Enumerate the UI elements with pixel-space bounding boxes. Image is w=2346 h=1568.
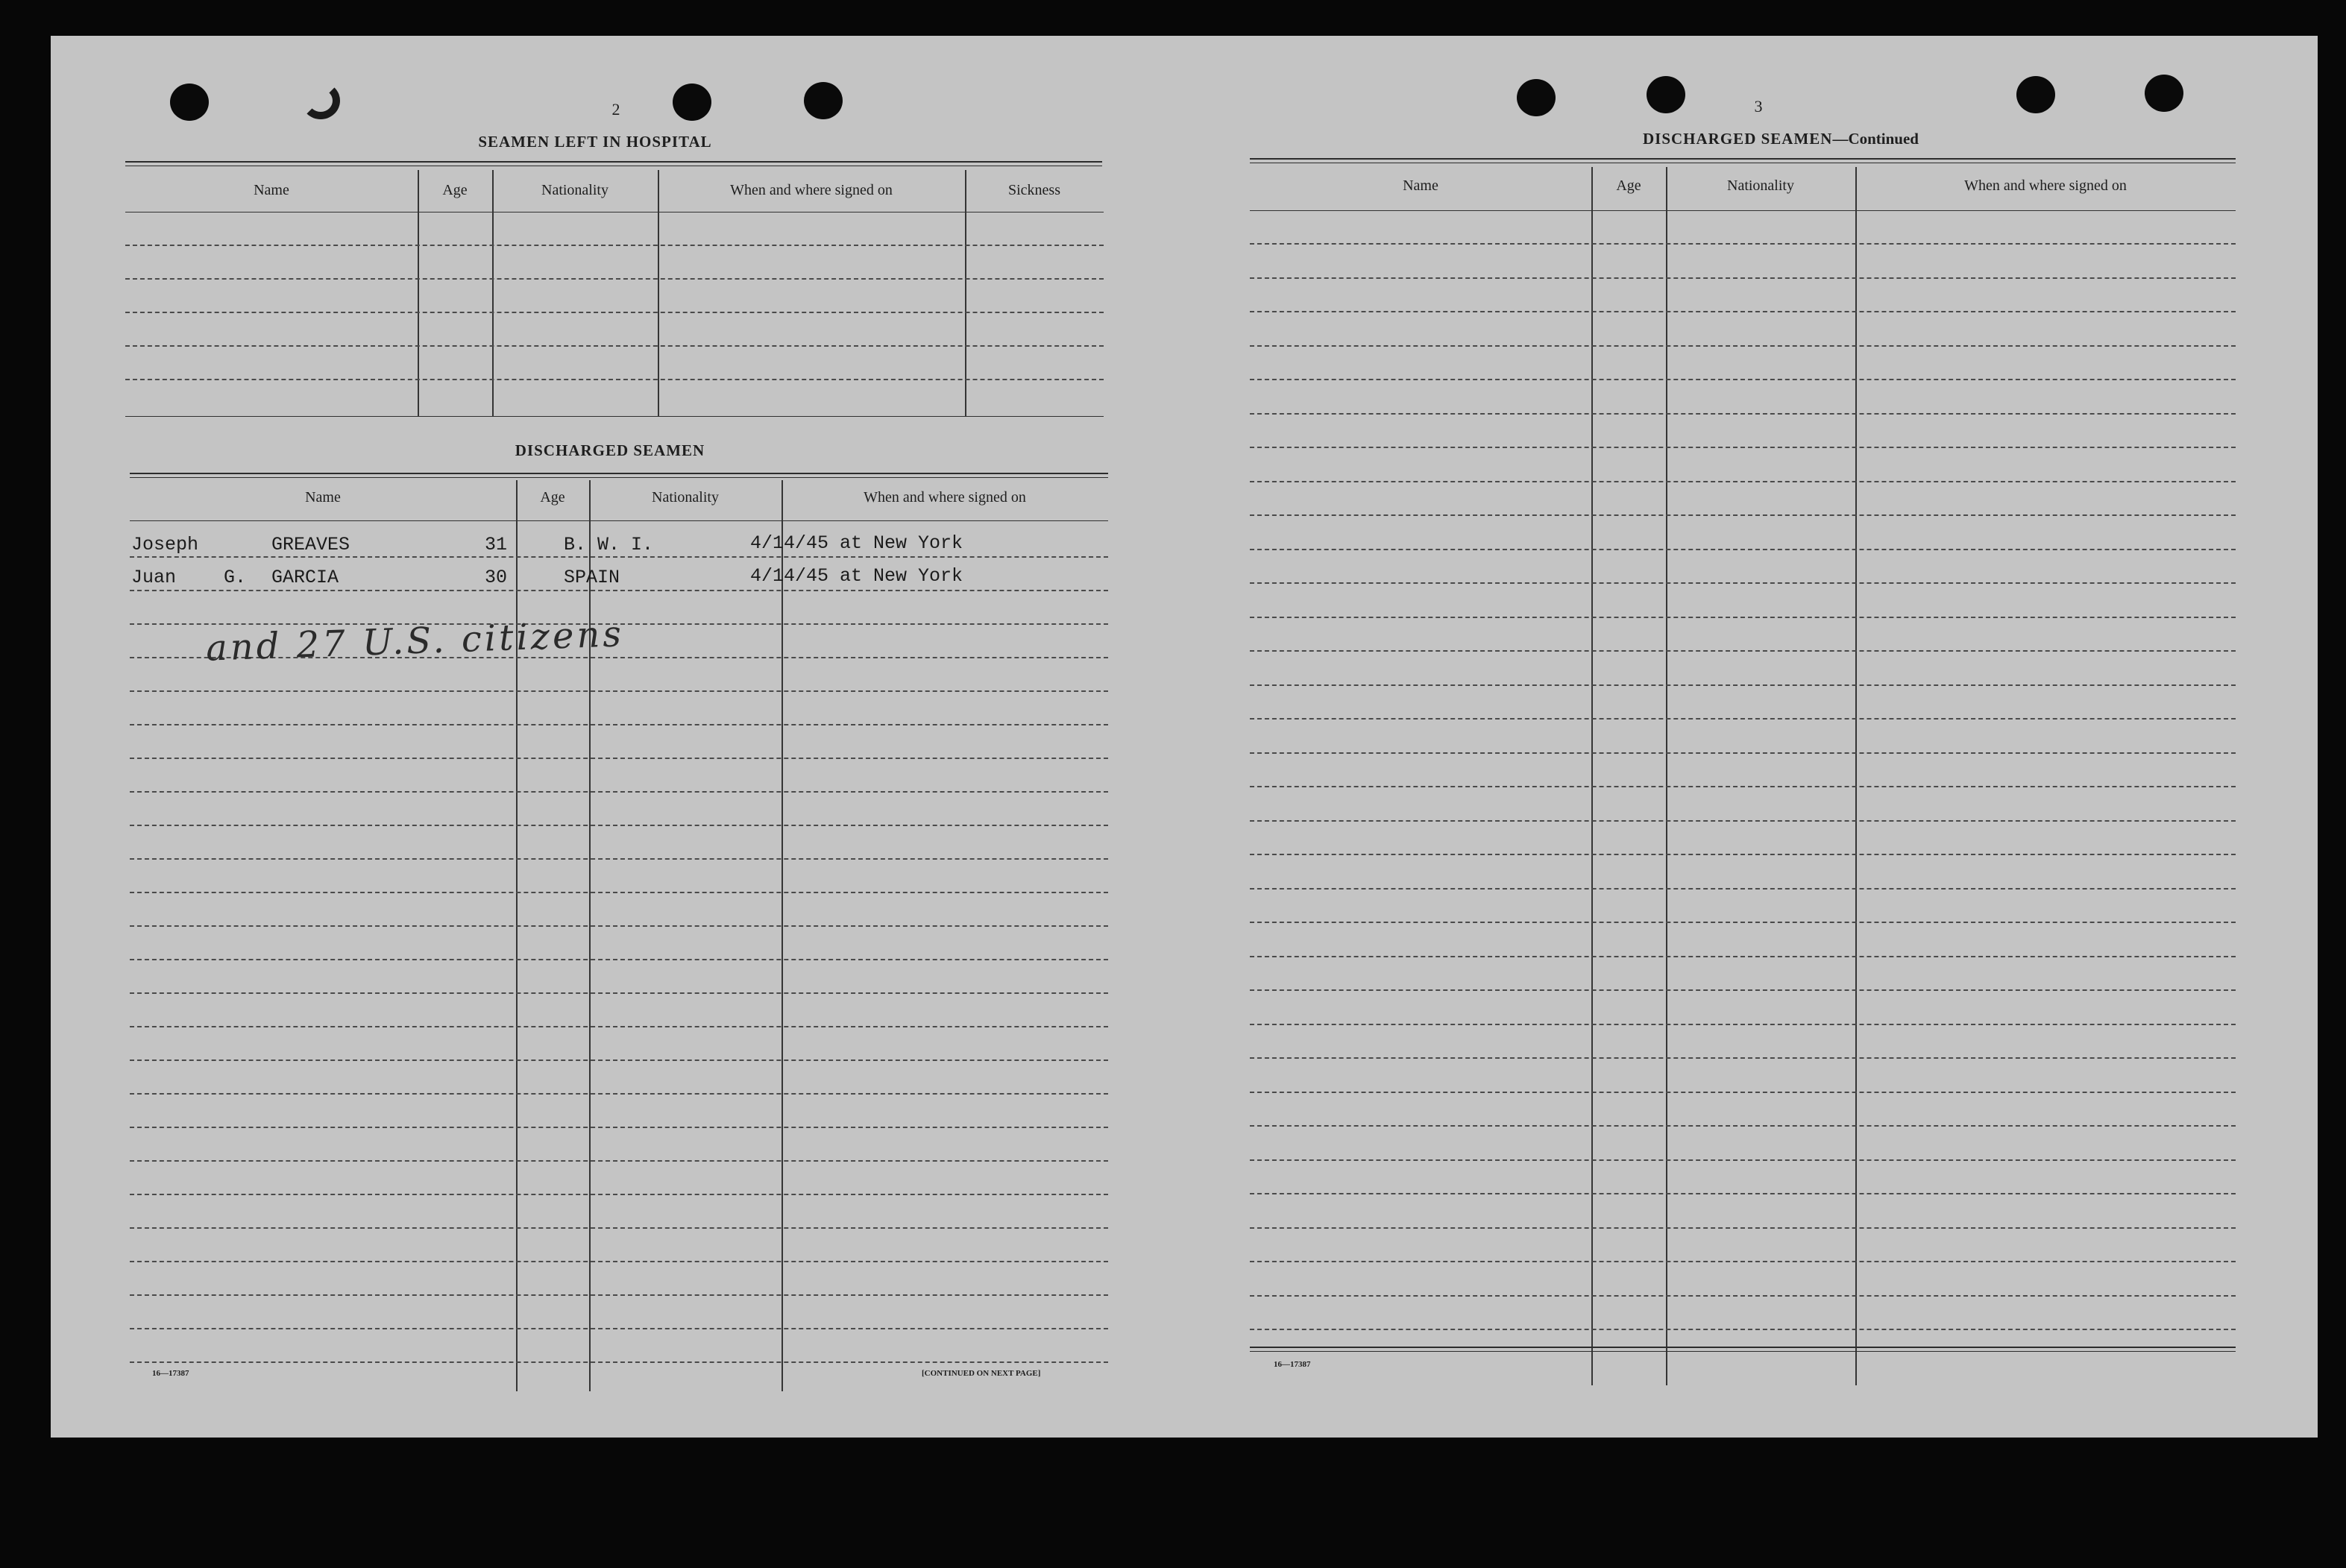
- ruled-line: [130, 1328, 1108, 1329]
- ruled-line: [130, 1361, 1108, 1363]
- nationality: SPAIN: [564, 567, 620, 588]
- ruled-line: [125, 278, 1104, 280]
- ruled-line: [1250, 1057, 2236, 1059]
- ruled-line: [1250, 854, 2236, 855]
- ruled-line: [1250, 582, 2236, 584]
- ruled-line: [1250, 718, 2236, 720]
- ruled-line: [1250, 617, 2236, 618]
- ruled-line: [130, 925, 1108, 927]
- discharged-section-title: DISCHARGED SEAMEN: [515, 441, 705, 459]
- continued-note: [CONTINUED ON NEXT PAGE]: [922, 1369, 1041, 1378]
- right-col-divider: [1591, 167, 1593, 1385]
- ruled-line: [1250, 786, 2236, 787]
- title-suffix: —Continued: [1832, 130, 1919, 148]
- ruled-line: [1250, 243, 2236, 245]
- ruled-line: [130, 1026, 1108, 1027]
- ruled-line: [130, 758, 1108, 759]
- ruled-line: [1250, 1261, 2236, 1262]
- punch-hole: [2145, 75, 2183, 112]
- ruled-line: [130, 690, 1108, 692]
- ruled-line: [1250, 1193, 2236, 1194]
- punch-hole: [804, 82, 843, 119]
- hospital-col-nationality: Nationality: [541, 182, 608, 198]
- hospital-bottom-rule: [125, 416, 1104, 417]
- hospital-top-rule: [125, 161, 1102, 166]
- ruled-line: [1250, 277, 2236, 279]
- punch-hole: [170, 84, 209, 121]
- discharged-header-rule: [130, 520, 1108, 521]
- last-name: GARCIA: [271, 567, 339, 588]
- ruled-line: [1250, 379, 2236, 380]
- form-number: 16—17387: [152, 1369, 189, 1378]
- hospital-col-name: Name: [254, 182, 289, 198]
- discharged-continued-title: [1505, 130, 2057, 148]
- ruled-line: [1250, 650, 2236, 652]
- right-col-nationality: Nationality: [1727, 177, 1794, 194]
- age: 31: [485, 534, 508, 555]
- ruled-line: [1250, 1295, 2236, 1297]
- discharged-col-age: Age: [540, 489, 565, 506]
- right-bottom-rule: [1250, 1347, 2236, 1352]
- hospital-section-title: SEAMEN LEFT IN HOSPITAL: [478, 133, 712, 151]
- ruled-line: [1250, 1227, 2236, 1229]
- manifest-sheet: [51, 36, 2318, 1438]
- ruled-line: [1250, 481, 2236, 482]
- discharged-col-nationality: Nationality: [652, 489, 719, 506]
- ruled-line: [130, 1127, 1108, 1128]
- ruled-line: [130, 825, 1108, 826]
- signed-on: 4/14/45 at New York: [750, 565, 963, 587]
- right-top-rule: [1250, 158, 2236, 163]
- ruled-line: [130, 1294, 1108, 1296]
- signed-on: 4/14/45 at New York: [750, 532, 963, 554]
- page-number: 3: [1754, 97, 1763, 116]
- form-number: 16—17387: [1274, 1360, 1311, 1369]
- ruled-line: [130, 1227, 1108, 1229]
- ruled-line: [130, 590, 1108, 591]
- discharged-col-signed-on: When and where signed on: [864, 489, 1026, 506]
- punch-hole: [673, 84, 711, 121]
- ruled-line: [1250, 413, 2236, 415]
- ruled-line: [1250, 820, 2236, 822]
- ruled-line: [1250, 956, 2236, 957]
- ruled-line: [130, 1093, 1108, 1095]
- title-text: DISCHARGED SEAMEN: [1643, 130, 1833, 148]
- ruled-line: [1250, 447, 2236, 448]
- ruled-line: [1250, 1024, 2236, 1025]
- ruled-line: [125, 312, 1104, 313]
- punch-hole-torn: [301, 82, 340, 119]
- ruled-line: [1250, 549, 2236, 550]
- ruled-line: [130, 992, 1108, 994]
- nationality: B. W. I.: [564, 534, 654, 555]
- ruled-line: [1250, 345, 2236, 347]
- ruled-line: [1250, 311, 2236, 312]
- right-col-divider: [1855, 167, 1857, 1385]
- ruled-line: [1250, 888, 2236, 890]
- ruled-line: [125, 345, 1104, 347]
- ruled-line: [1250, 1159, 2236, 1161]
- ruled-line: [1250, 514, 2236, 516]
- ruled-line: [1250, 684, 2236, 686]
- ruled-line: [130, 791, 1108, 793]
- first-name: Joseph: [131, 534, 199, 555]
- ruled-line: [1250, 922, 2236, 923]
- right-col-age: Age: [1616, 177, 1641, 194]
- right-header-rule: [1250, 210, 2236, 211]
- hospital-col-age: Age: [442, 182, 468, 198]
- ruled-line: [130, 858, 1108, 860]
- right-col-divider: [1666, 167, 1667, 1385]
- ruled-line: [130, 1160, 1108, 1162]
- hospital-col-sickness: Sickness: [1008, 182, 1060, 198]
- ruled-line: [125, 379, 1104, 380]
- first-name: Juan: [131, 567, 177, 588]
- ruled-line: [1250, 1092, 2236, 1093]
- ruled-line: [130, 724, 1108, 725]
- punch-hole: [2016, 76, 2055, 113]
- ruled-line: [130, 556, 1108, 558]
- punch-hole: [1647, 76, 1685, 113]
- discharged-col-name: Name: [305, 489, 341, 506]
- ruled-line: [130, 892, 1108, 893]
- ruled-line: [130, 1261, 1108, 1262]
- page-number: 2: [611, 100, 620, 119]
- right-col-signed-on: When and where signed on: [1964, 177, 2127, 194]
- ruled-line: [1250, 989, 2236, 991]
- last-name: GREAVES: [271, 534, 350, 555]
- ruled-line: [125, 245, 1104, 246]
- age: 30: [485, 567, 508, 588]
- discharged-col-divider: [782, 480, 783, 1391]
- ruled-line: [130, 1059, 1108, 1061]
- ruled-line: [1250, 1329, 2236, 1330]
- ruled-line: [130, 1194, 1108, 1195]
- handwritten-note: and 27 U.S. citizens: [205, 613, 625, 670]
- hospital-col-signed-on: When and where signed on: [730, 182, 893, 198]
- middle-initial: G.: [224, 567, 247, 588]
- punch-hole: [1517, 79, 1556, 116]
- discharged-top-rule: [130, 473, 1108, 478]
- ruled-line: [1250, 1125, 2236, 1127]
- right-col-name: Name: [1403, 177, 1438, 194]
- ruled-line: [1250, 752, 2236, 754]
- ruled-line: [130, 959, 1108, 960]
